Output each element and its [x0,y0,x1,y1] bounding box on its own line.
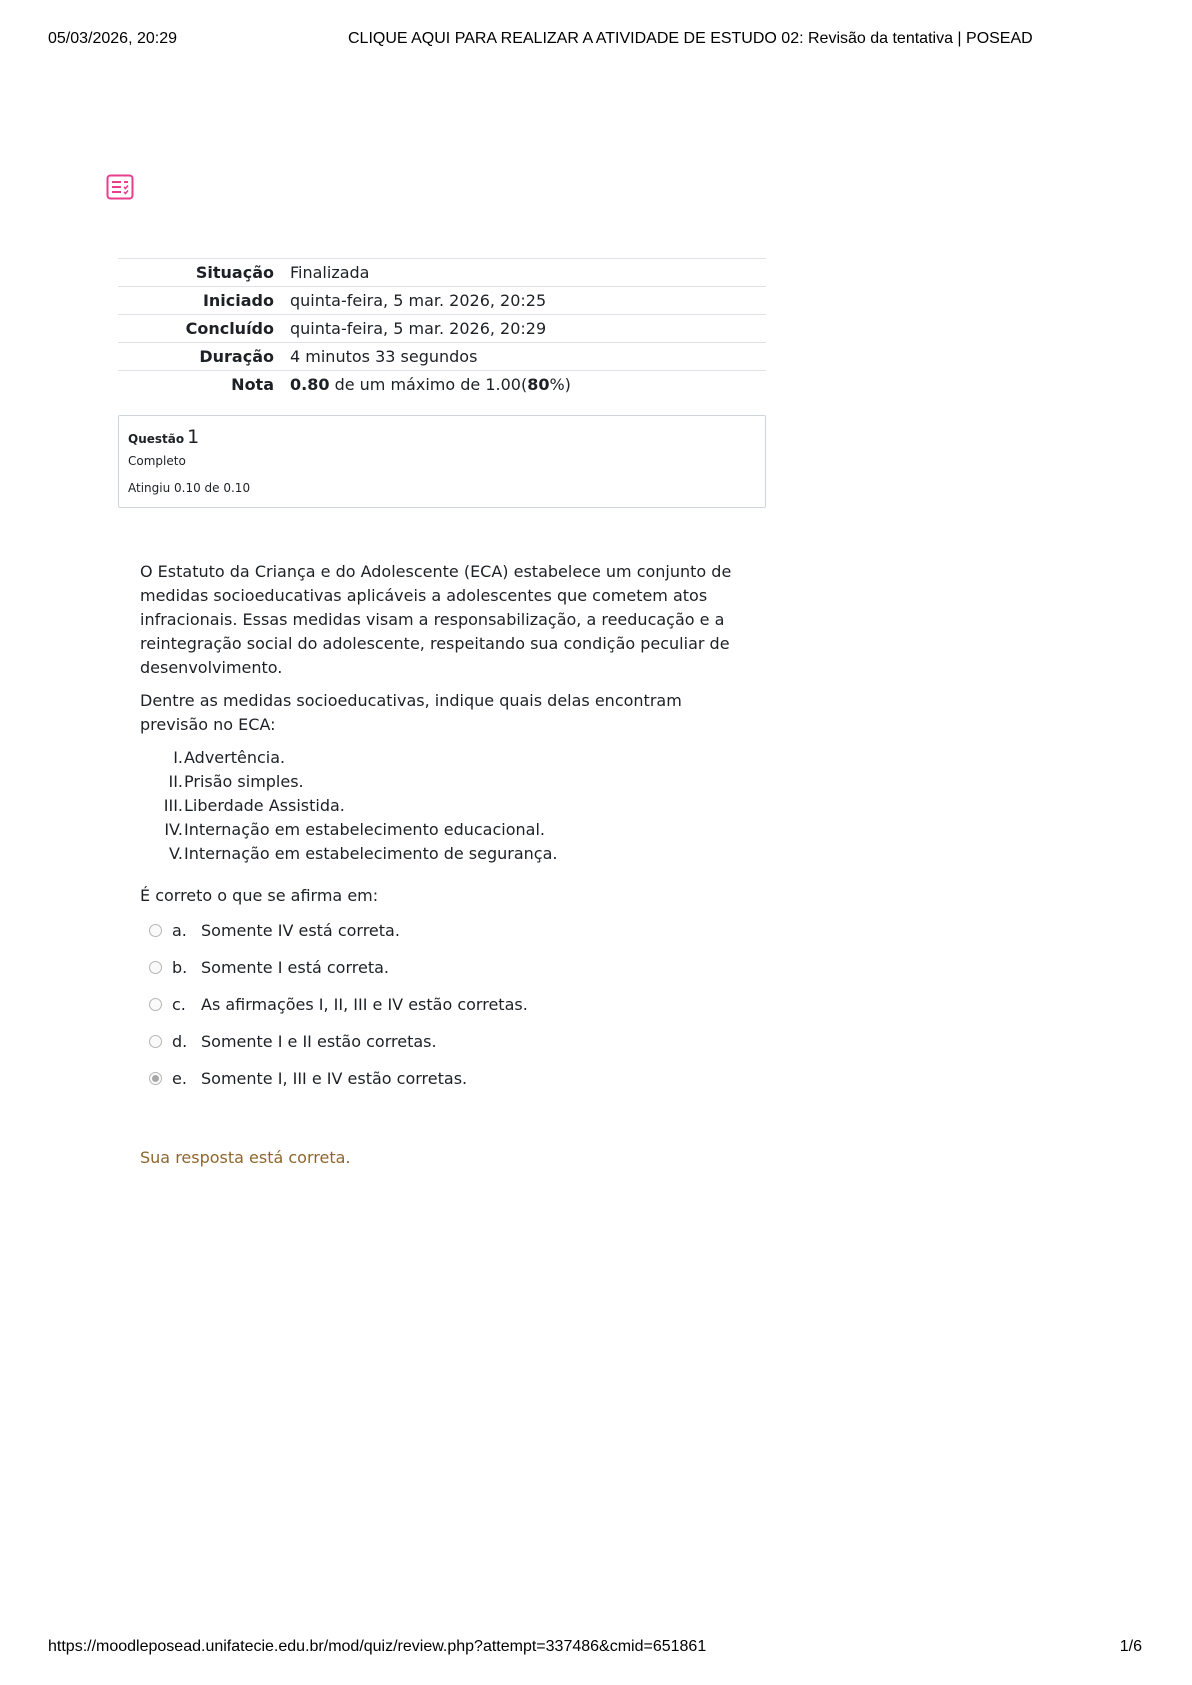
feedback-message: Sua resposta está correta. [140,1148,351,1167]
statement-list [140,746,750,866]
summary-row [118,259,766,287]
answer-letter: a. [172,921,187,940]
question-paragraph: Dentre as medidas socioeducativas, indique quais delas encontram previsão no ECA: [140,691,682,734]
summary-value: quinta-feira, 5 mar. 2026, 20:29 [290,319,547,338]
question-number-value: 1 [187,426,200,448]
page-number: 1/6 [1119,1638,1142,1655]
question-grade: Atingiu 0.10 de 0.10 [128,481,251,495]
statement-numeral: I. [173,748,183,767]
statement-text: Internação em estabelecimento educacional. [184,820,545,839]
question-state: Completo [128,454,186,468]
answer-letter: d. [172,1032,188,1051]
radio-button[interactable] [149,961,162,974]
question-number [128,426,756,448]
answer-letter: e. [172,1069,187,1088]
summary-label: Situação [195,263,274,282]
grade-percent: 80 [527,375,550,394]
question-text [140,560,750,917]
answer-option-d[interactable] [146,1023,746,1060]
summary-label: Iniciado [202,291,274,310]
answer-text: Somente I, III e IV estão corretas. [201,1069,468,1088]
answer-letter: c. [172,995,186,1014]
summary-value: 4 minutos 33 segundos [290,347,478,366]
statement-text: Internação em estabelecimento de segurança. [184,844,558,863]
grade-score: 0.80 [290,375,330,394]
print-datetime: 05/03/2026, 20:29 [48,30,178,47]
radio-button[interactable] [149,924,162,937]
answer-option-c[interactable] [146,986,746,1023]
statement-text: Liberdade Assistida. [184,796,345,815]
answer-text: Somente I está correta. [201,958,389,977]
statement-item [163,794,750,818]
statement-item [173,746,750,770]
answer-letter: b. [172,958,188,977]
answer-text: Somente I e II estão corretas. [201,1032,437,1051]
statement-text: Prisão simples. [184,772,304,791]
statement-numeral: IV. [164,820,183,839]
question-label: Questão [128,432,185,446]
radio-button[interactable] [149,1072,162,1085]
answer-text: Somente IV está correta. [201,921,400,940]
attempt-summary-table [118,258,766,398]
grade-label: Nota [231,375,274,394]
summary-row-grade [118,371,766,399]
answer-option-b[interactable] [146,949,746,986]
question-prompt: É correto o que se afirma em: [140,886,379,905]
summary-row [118,287,766,315]
statement-numeral: III. [163,796,183,815]
answer-option-e[interactable] [146,1060,746,1097]
summary-value: Finalizada [290,263,370,282]
answer-option-a[interactable] [146,912,746,949]
grade-middle: de um máximo de 1.00( [329,375,528,394]
quiz-icon [106,174,134,202]
radio-button[interactable] [149,998,162,1011]
statement-numeral: V. [169,844,183,863]
statement-item [169,842,750,866]
print-page-title: CLIQUE AQUI PARA REALIZAR A ATIVIDADE DE ESTUDO 02: Revisão da tentativa | POSEAD [348,30,1033,47]
statement-numeral: II. [168,772,183,791]
grade-value [290,371,766,399]
answer-options [146,912,746,1097]
grade-suffix: %) [549,375,571,394]
summary-label: Concluído [185,319,274,338]
statement-item [168,770,750,794]
print-url: https://moodleposead.unifatecie.edu.br/mod/quiz/review.php?attempt=337486&cmid=651861 [48,1638,707,1655]
summary-label: Duração [199,347,274,366]
question-info-box [118,415,766,508]
statement-item [164,818,750,842]
question-paragraph: O Estatuto da Criança e do Adolescente (ECA) estabelece um conjunto de medidas socioeducativas aplicáveis a adolescentes que cometem atos infracionais. Essas medidas visam a responsabilização, a reeducação e a reintegração social do adolescente, respeitando sua condição peculiar de desenvolvimento. [140,562,732,677]
answer-text: As afirmações I, II, III e IV estão corretas. [201,995,528,1014]
statement-text: Advertência. [184,748,286,767]
summary-value: quinta-feira, 5 mar. 2026, 20:25 [290,291,547,310]
radio-button[interactable] [149,1035,162,1048]
summary-row [118,315,766,343]
summary-row [118,343,766,371]
